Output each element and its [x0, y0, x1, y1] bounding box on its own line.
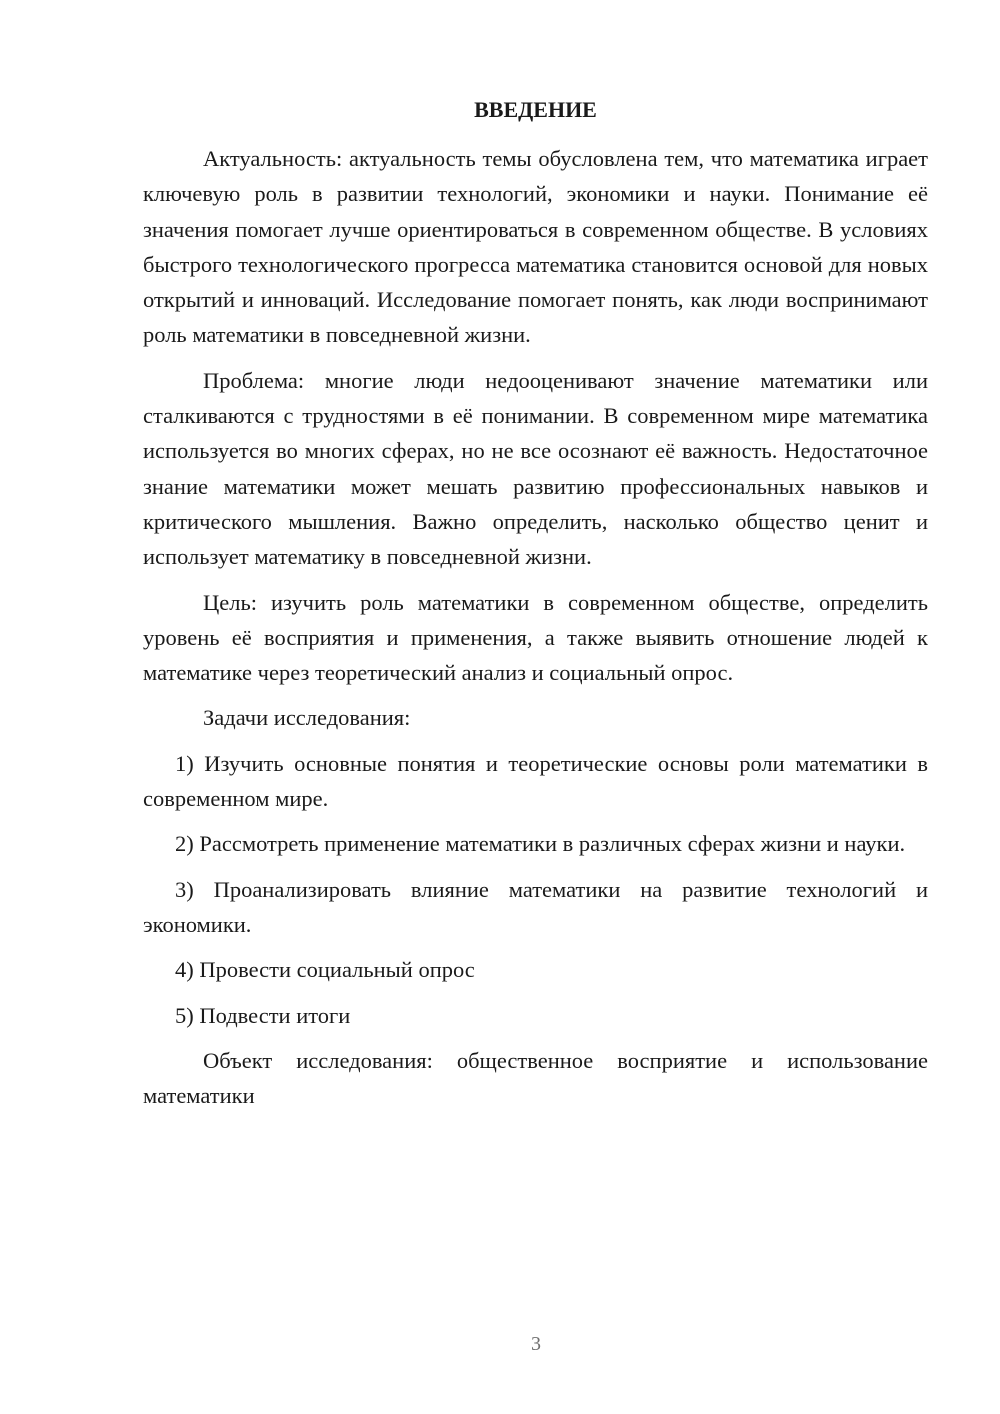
- page-number: 3: [531, 1333, 541, 1355]
- problem-paragraph: Проблема: многие люди недооценивают значение математики или сталкиваются с трудностями в её понимании. В современном мире математика используется во многих сферах, но не все осознают её важность. Недостаточное знание математики может мешать развитию профессиональных навыков и критического мышления. Важно определить, насколько общество ценит и использует математику в повседневной жизни.: [143, 367, 928, 570]
- tasks-heading: Задачи исследования:: [203, 705, 411, 731]
- object-paragraph: Объект исследования: общественное восприятие и использование математики: [143, 1047, 928, 1109]
- task-item-3: 3) Проанализировать влияние математики на развитие технологий и экономики.: [143, 876, 928, 937]
- task-item-1: 1) Изучить основные понятия и теоретические основы роли математики в современном мире.: [143, 750, 928, 812]
- task-item-2: 2) Рассмотреть применение математики в различных сферах жизни и науки.: [175, 831, 906, 857]
- section-title: ВВЕДЕНИЕ: [474, 97, 597, 122]
- task-item-5: 5) Подвести итоги: [175, 1002, 351, 1028]
- document-page: [143, 95, 928, 1123]
- task-item-4: 4) Провести социальный опрос: [175, 957, 475, 983]
- relevance-paragraph: Актуальность: актуальность темы обусловлена тем, что математика играет ключевую роль в развитии технологий, экономики и науки. Понимание её значения помогает лучше ориентироваться в современном обществе. В условиях быстрого технологического прогресса математика становится основой для новых открытий и инноваций. Исследование помогает понять, как люди воспринимают роль математики в повседневной жизни.: [143, 146, 928, 348]
- goal-paragraph: Цель: изучить роль математики в современном обществе, определить уровень её восприятия и применения, а также выявить отношение людей к математике через теоретический анализ и социальный опрос.: [143, 589, 928, 686]
